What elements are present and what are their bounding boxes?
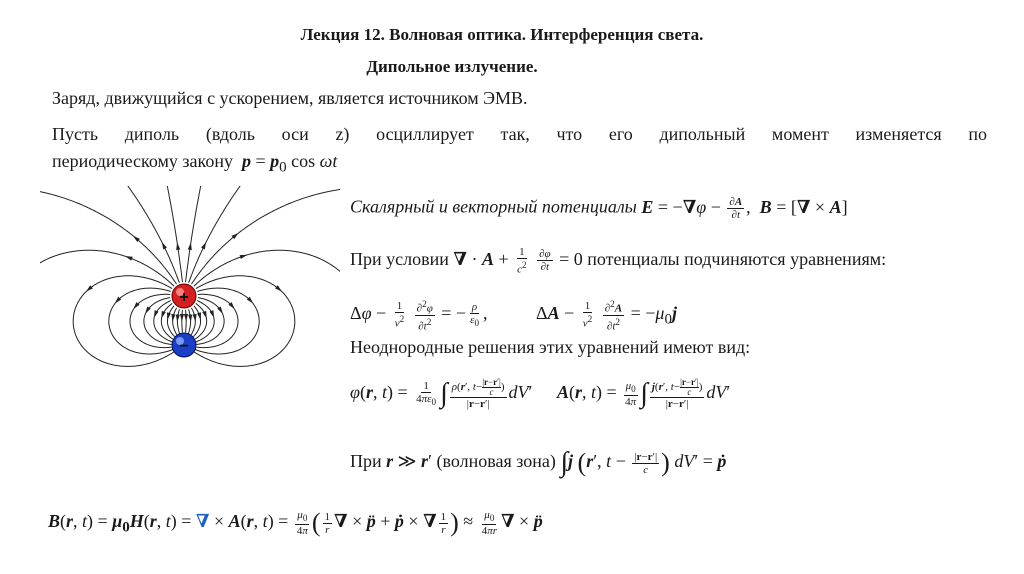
solutions-label: Неоднородные решения этих уравнений имеют вид: [350, 337, 751, 357]
field-line [168, 306, 175, 337]
negative-charge-sign: − [179, 338, 189, 355]
retarded-potentials-line [350, 378, 730, 410]
field-line [191, 308, 195, 335]
field-line [193, 306, 200, 337]
field-arrow-icon [240, 255, 248, 259]
wave-zone-label: (волновая зона) [436, 451, 556, 472]
field-arrow-icon [275, 285, 282, 291]
field-arrow-icon [125, 256, 133, 260]
field-arrow-icon [188, 242, 192, 250]
dipole-field-figure [40, 186, 340, 506]
field-line [154, 301, 173, 343]
field-line [182, 310, 183, 333]
field-arrow-icon [86, 285, 93, 291]
gauge-condition-line [350, 246, 886, 276]
field-line [130, 294, 172, 347]
dipole-law-label: периодическому закону [52, 151, 233, 171]
dipole-text-line2 [52, 151, 337, 177]
field-line [188, 309, 190, 334]
field-arrow-icon [167, 312, 171, 320]
wave-zone-prefix: При [350, 451, 382, 472]
nabla-icon: ∇ [195, 511, 210, 532]
field-arrow-icon [180, 314, 184, 321]
vector-wave-equation: ΔA − $\frac{1}{v^2}$ $\frac{\partial^2A}{\partial t^2}$ = $-\mu_0j$ [536, 299, 677, 333]
field-arrow-icon [197, 312, 201, 320]
field-line [40, 190, 177, 284]
potentials-label: Скалярный и векторный потенциалы [350, 196, 637, 217]
wave-equations-line [350, 298, 677, 332]
field-line [195, 301, 214, 343]
field-arrow-icon [162, 242, 167, 250]
field-arrow-icon [202, 311, 206, 319]
field-arrow-icon [209, 310, 214, 318]
dipole-text-line1: Пусть диполь (вдоль оси z) осциллирует так, что его дипольный момент изменяется по [52, 124, 987, 144]
field-line [196, 294, 238, 347]
field-line [191, 189, 340, 285]
field-line [173, 308, 177, 335]
field-arrow-icon [176, 242, 180, 250]
dipole-law-formula: $p = p_0$ cos ωt [241, 151, 338, 176]
potentials-formula: E = −∇φ − $\frac{\partial A}{\partial t}$ , B = [∇ × A] [641, 196, 848, 221]
lecture-title: Лекция 12. Волновая оптика. Интерференция света. [300, 25, 704, 44]
field-line [186, 186, 202, 282]
condition-prefix: При условии [350, 248, 449, 269]
retarded-A-formula: A(r, t) = $\frac{\mu_0}{4\pi}$ ∫ j(r′, t− $\frac{|r-r'|}{c}$ ) |r−r′| dV′ [556, 377, 731, 410]
potentials-line [350, 196, 848, 221]
scalar-wave-equation: Δφ − $\frac{1}{v^2}$ $\frac{\partial^2\varphi}{\partial t^2}$ = − $\frac{\rho}{\varepsilon_0}$ , [350, 299, 493, 333]
field-arrow-icon [154, 310, 159, 318]
field-arrow-icon [193, 314, 197, 322]
field-line [186, 310, 187, 333]
field-arrow-icon [171, 314, 175, 322]
lorenz-gauge-formula: ∇ · A + $\frac{1}{c^2}$ $\frac{\partial\varphi}{\partial t}$ = 0 [453, 246, 588, 276]
wave-zone-line: При r ≫ r′ (волновая зона) ∫j (r′, t − $\frac{|r-r'|}{c}$ ) dV′ = ṗ [350, 447, 727, 478]
section-title: Дипольное излучение. [366, 57, 538, 76]
field-arrow-icon [161, 311, 165, 319]
positive-charge-sign: + [179, 289, 189, 306]
condition-suffix: потенциалы подчиняются уравнениям: [587, 248, 887, 269]
retarded-phi-formula: φ(r, t) = $\frac{1}{4\pi\varepsilon_0}$ ∫ ρ(r′, t− $\frac{|r-r'|}{c}$ ) |r−r′| dV′ [350, 377, 537, 410]
field-line [166, 186, 182, 282]
wave-zone-formula: ∫j (r′, t − $\frac{|r-r'|}{c}$ ) dV′ = ṗ [560, 447, 727, 478]
field-arrow-icon [201, 242, 206, 250]
field-line [194, 250, 340, 286]
field-arrow-icon [184, 314, 188, 321]
magnetic-field-formula: B(r, $t) = \mu_0H(r$, t) = ∇ × A(r, t) = $\frac{\mu_0}{4\pi}$ ( $\frac{1}{r}$ ∇ × p̈ + ṗ × ∇ $\frac{1}{r}$ ) ≈ $\frac{\mu_0}{4\pi r}$ ∇ × p̈ [48, 508, 543, 538]
field-line [177, 309, 179, 334]
intro-text: Заряд, движущийся с ускорением, является источником ЭМВ. [52, 88, 528, 108]
